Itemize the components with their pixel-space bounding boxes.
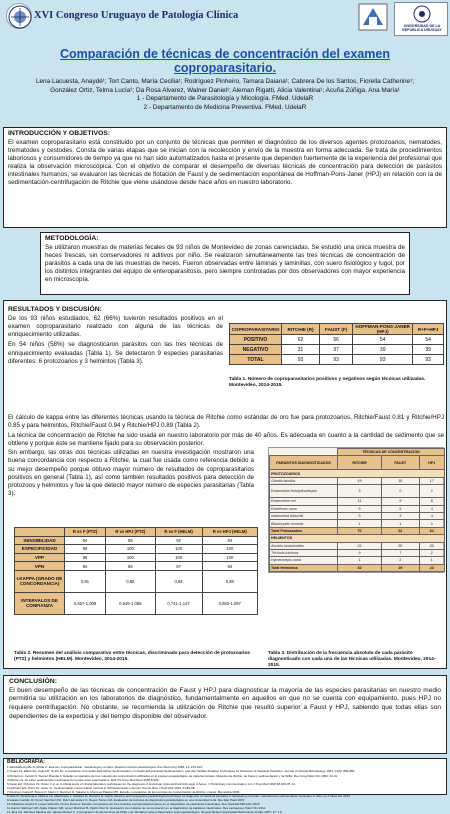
table3-cell: 23 — [419, 564, 444, 571]
conclusion-heading: CONCLUSIÓN: — [9, 678, 57, 685]
intro-heading: INTRODUCCIÓN Y OBJETIVOS: — [8, 130, 111, 137]
table-row — [15, 592, 258, 614]
bibliography-item: 12.Jara CA, Sánchez Medina CA, Zárate Alvarez C. Comparación de las técnicas de Willis y de Sheather para el diagnóstico coproparasitológico. Revista Rebiol Universidad Nacional de Trujillo 2007; 27: 1-6. — [7, 809, 283, 814]
table3-cell: Trichuris trichiura — [270, 549, 338, 556]
table3-cell: 22 — [338, 542, 382, 549]
table3-cell: 17 — [419, 477, 444, 484]
authors-block — [4, 78, 446, 112]
table2-cell: 0,549-1,055 — [106, 592, 155, 614]
table1-cell: NEGATIVO — [230, 345, 282, 355]
poster-title — [20, 47, 430, 75]
table1-header-row — [230, 324, 444, 335]
congress-logo — [6, 3, 32, 29]
table3-cell: 2 — [419, 549, 444, 556]
table3-cell: Entamoeba histolytica/dispar — [270, 485, 338, 498]
table3-wrap — [268, 447, 444, 573]
table2-cell: 0,657-1,008 — [65, 592, 106, 614]
table3-header: FAUST — [382, 456, 420, 470]
table-row — [270, 505, 445, 512]
table1-cell: 54 — [413, 335, 444, 345]
table3-cell: 64 — [419, 527, 444, 534]
table-row — [270, 557, 445, 564]
table1-cell: 93 — [413, 355, 444, 365]
table-row — [15, 570, 258, 592]
table3-cell: 2 — [382, 557, 420, 564]
table3-total-label: Total Protozoarios — [270, 527, 338, 534]
table2-cell: 97 — [155, 562, 202, 571]
table1-header: HOFFMAN-PONS-JANER (HPJ) — [353, 324, 413, 335]
bibliography-item: 8.Tello R, Terashima A, Marcos LA, Machicado J, Canales M, Gotuzzo E. Highly effective and inexpensive parasitological technique for diagnosis of intestinal parasites in developing countries: spontaneous sedimentation technique in tube. Int J Infect Dis 2012. — [7, 793, 351, 798]
table-row — [270, 498, 445, 505]
table3-cell: 15 — [382, 477, 420, 484]
table3-header: PARÁSITOS DIAGNOSTICADOS — [270, 456, 338, 470]
affiliation-1: 1 - Departamento de Parasitología y Micología. FMed. UdelaR — [136, 95, 314, 103]
table3-total-row — [270, 564, 445, 571]
table1-cell: 93 — [320, 355, 353, 365]
table1 — [229, 323, 444, 365]
authors-line-2: González Ortiz, Telma Lucía¹; Da Rosa Alvarez, Walner Daniel¹; Aleman Rigatti, Alicia Valentina¹; Acuña Zúñiga, Ana María¹ — [50, 86, 400, 94]
results-p1: De los 93 niños estudiados, 62 (66%) tuvieron resultados positivos en el examen coproparasitario realizado con alguna de las técnicas de enriquecimiento utilizadas. — [8, 314, 223, 339]
method-text: Se utilizaron muestras de materias fecales de 93 niños de Montevideo de zonas carenciadas. Se estudió una única muestra de heces frescas, sin conservadores ni aditivos por niño. Se realizaron simultáneamente las tres técnicas de concentración de parásitos a cada una de las muestras de heces. Fueron observadas entre láminas y laminillas, con suero fisiológico y lugol, por los distintos integrantes del equipo de enteroparasitosis, pero siempre controladas por dos observadores con mayor experiencia en microscopía. — [45, 243, 405, 283]
table3-cell: Entamoeba coli — [270, 498, 338, 505]
table-row — [270, 512, 445, 519]
table2-cell: 86 — [106, 562, 155, 571]
table-row — [270, 520, 445, 527]
table2-cell: 84 — [202, 536, 257, 545]
bibliography-item: 9.Garate Gordillo JF, Perez Sanchez RO, Ruiz Hernandez O, Reyes Torres GR. Evaluación de técnicas de diagnóstico parasitológico en una comunidad rural. Rev Esp Patol 2007. — [7, 797, 246, 802]
table1-cell: 31 — [282, 345, 320, 355]
table3-cell: 19 — [338, 477, 382, 484]
bibliography-item: 10.Villalobos-Garcia D, López-Vela MA, Frutos Rosa G. Estudio comparativo de tres métodos coproparasitoscópicos en el diagnóstico de parasitosis intestinales. Rev Sanidad Milit Mex 2015. — [7, 801, 261, 806]
table2-cell: 100 — [202, 545, 257, 554]
table2-cell: SENSIBILIDAD — [15, 536, 65, 545]
table3-cell: 3 — [338, 485, 382, 498]
conclusion-box — [3, 675, 447, 754]
table2-cell: 0,81 — [65, 570, 106, 592]
title-line-2: coproparasitario. — [173, 61, 277, 75]
table1-header: COPROPARASITARIO — [230, 324, 282, 335]
table2-cell: 0,89 — [202, 570, 257, 592]
bibliography-item: 2.Truant AL, Elliott SH, Kelly MT, Smith JH. Comparison of formalin-Ethyl Ether Sedimentation, Formalin-Ethyl Acetate Sedimentation, and Zinc Sulfate Flotation Techniques for Detection of Intestinal Parasites. Journal of Clinical Microbiology 1981; 13(5): 882-884. — [7, 769, 356, 774]
table3-cell: 20 — [382, 542, 420, 549]
table2-header — [15, 528, 65, 537]
table-row — [270, 477, 445, 484]
bibliography-item: 11.Aquino Martínez HR, Ayala Chávez GB, López Martínez B, Patiño Díaz E. Evaluación de métodos de concentración en el diagnóstico de parásitos intestinales. Rev Latinoamer Patol Clin 2012. — [7, 805, 267, 810]
table1-cell: 37 — [320, 345, 353, 355]
table1-wrap — [229, 323, 444, 389]
table2-cell: 0,741-1,147 — [155, 592, 202, 614]
conclusion-text: El buen desempeño de las técnicas de concentración de Faust y HPJ para diagnosticar la mayoría de las especies parasitarias en nuestro medio permitiría su utilización en los laboratorios de diagnóstico, fundamentalmente en aquellos en que no se cuenta con equipamiento, pues HPJ no requiere centrifugación. No obstante, se recomienda la utilización de Ritchie que resultó superior a Faust y HPJ, sabiendo que todas ellas son dependientes de la experticia y del tiempo disponible del observador. — [9, 686, 441, 720]
bibliography-box — [3, 758, 447, 814]
results-box — [3, 300, 447, 669]
table2-cell: 92 — [155, 536, 202, 545]
table3-cell: 11 — [338, 498, 382, 505]
fmed-logo — [358, 3, 388, 31]
table3-top-row — [270, 449, 445, 456]
table1-cell: POSITIVO — [230, 335, 282, 345]
table-row — [270, 485, 445, 498]
table1-cell: 54 — [353, 335, 413, 345]
table2 — [14, 527, 258, 615]
table1-header: RITCHIE (R) — [282, 324, 320, 335]
authors-line-1: Lena Lacuesta, Anaydé¹; Tort Canto, María Cecilia¹; Rodríguez Pinheiro, Tamara Daiana¹; Cabrera De los Santos, Fiorella Catherine¹; — [35, 78, 415, 85]
table3-cell: 62 — [382, 527, 420, 534]
table3-section-row — [270, 470, 445, 477]
results-mid — [8, 414, 444, 448]
table2-cell: 100 — [155, 545, 202, 554]
table3-cell: 9 — [338, 505, 382, 512]
table-row — [15, 536, 258, 545]
table3-caption: Tabla 3. Distribución de la frecuencia absoluta de cada parásito diagnosticado con cada una de las técnicas utilizadas. Montevideo, 2014-2015. — [268, 651, 436, 668]
table3-cell: Blastocystis hominis — [270, 520, 338, 527]
table-row — [270, 542, 445, 549]
table2-cell: 100 — [202, 553, 257, 562]
table2-header: R vs F (PTZ) — [65, 528, 106, 537]
table3-cell: 1 — [419, 557, 444, 564]
congress-name: XVI Congreso Uruguayo de Patología Clínica — [34, 10, 239, 21]
udelar-logo-text: UNIVERSIDAD DE LA REPÚBLICA URUGUAY — [402, 24, 442, 32]
results-p3: El cálculo de kappa entre las diferentes técnicas usando la técnica de Ritchie como estándar de oro fue para protozoarios, Ritchie/Faust 0.81 y Ritchie/HPJ 0.85 y para helmintos, Ritchie/Faust 0.94 y Ritchie/HPJ 0.89 (Tabla 2). — [8, 414, 444, 430]
table3-header: RITCHIE — [338, 456, 382, 470]
bibliography-item: 3.Pinheiro A, Cerutti O, Suarez Brandie F. Estudio comparativo de tres métodos de concentración utilizados en el examen parasitológico de materias fecales. Métodos de Ritchie, de Faust y sedimentación y de Willis. Rev Urug Patol Clin 1964; 30-31. — [7, 773, 339, 778]
table3-cell: 20 — [419, 542, 444, 549]
table3-section-helmintos: HELMINTOS — [270, 535, 445, 542]
results-intro — [8, 306, 223, 366]
table3-cell: 32 — [338, 564, 382, 571]
table2-cell: I.KAPPA (GRADO DE CONCORDANCIA) — [15, 570, 65, 592]
table2-cell: 0,94 — [155, 570, 202, 592]
table2-header-row — [15, 528, 258, 537]
table3-cell: 3 — [338, 512, 382, 519]
table3-cell: Iodamoeba bütschlii — [270, 512, 338, 519]
table-row — [15, 562, 258, 571]
table-row — [270, 549, 445, 556]
table2-cell: 84 — [65, 536, 106, 545]
bibliography-item: 6.Hoffman WA, Pons JA, Janer JL. Sedimentation-concentration method in Schistosomiasis mansoni. Puerto Rico J Publ Hlth 1934; 9:283-98. — [7, 785, 196, 790]
table3-cell: 8 — [419, 498, 444, 505]
table2-header: R vs HPJ (HELM) — [202, 528, 257, 537]
table3-cell: 70 — [338, 527, 382, 534]
table2-cell: 0,683-1,097 — [202, 592, 257, 614]
table3-cell: 9 — [338, 549, 382, 556]
results-heading: RESULTADOS Y DISCUSIÓN: — [8, 306, 102, 313]
table1-cell: 39 — [413, 345, 444, 355]
table2-cell: 84 — [65, 562, 106, 571]
table3-cell: 29 — [382, 564, 420, 571]
table3-cell: Endolimax nana — [270, 505, 338, 512]
bibliography-item: 5.Faust EC, D'Antoni JS, Odom V et al. A critical study of clinical laboratory techniques for the diagnosis of protozoan cysts and helminth eggs in feces. I. Preliminary communication. Am J Trop Med 1938;18:169-78. 11. — [7, 781, 296, 786]
table1-cell: 93 — [282, 355, 320, 365]
table2-header: R vs HPJ (PTZ) — [106, 528, 155, 537]
table3-cell: 4 — [419, 505, 444, 512]
intro-text: El examen coproparasitario está constituido por un conjunto de técnicas que permiten el diagnóstico de los diversos agentes protozoarios, nematodes, trematodes y cestodes. Consta de varias etapas que se inician con la recolección y envío de la muestra en forma adecuada. Se trata de procedimientos laboriosos y consumidores de tiempo ya que no han sido automatizados hasta el presente que dependen fuertemente de la experiencia del profesional que realiza la observación microscópica. Con el objetivo de comparar el desempeño de diversas técnicas de concentración para detección de parásitos intestinales humanos, se evaluaron las técnicas de flotación de Faust y de sedimentación espontánea de Hoffman-Pons-Janer (HPJ) en relación con la de sedimentación-centrifugación de Ritchie que viene usándose desde hace años en nuestro laboratorio. — [8, 138, 442, 186]
table-row — [230, 335, 444, 345]
bibliography-item: 4.Ritchie LS. An ether sedimentation technique for routine stool examinations. Bull US Army Med Dept 1948;8:326. — [7, 777, 160, 782]
intro-box — [3, 127, 447, 228]
table3-total-label: Total Helmintos — [270, 564, 338, 571]
table3-cell: 7 — [382, 549, 420, 556]
table1-header: FAUST (F) — [320, 324, 353, 335]
table3-cell: 3 — [382, 512, 420, 519]
results-p5: Sin embargo, las otras dos técnicas utilizadas en nuestra investigación mostraron una buena concordancia con respecto a Ritchie, la cual fue usada como referencia debido a su mejor desempeño porque obtuvo mayor número de resultados de coproparasitarios positivos en general (Tabla 1), así como también resultados positivos para detección de protozoos y helmintos y fue la que detectó mayor número de especies parasitarias (Tabla 3). — [8, 449, 254, 498]
table1-cell: 93 — [353, 355, 413, 365]
table3-cell: 9 — [382, 498, 420, 505]
table3-cell: 0 — [419, 520, 444, 527]
table2-cell: INTERVALOS DE CONFIANZA — [15, 592, 65, 614]
udelar-logo — [394, 2, 448, 36]
table3-total-row — [270, 527, 445, 534]
table3-cell: 1 — [338, 557, 382, 564]
table3-cell: 1 — [338, 520, 382, 527]
table2-cell: 94 — [202, 562, 257, 571]
table2-cell: 100 — [106, 553, 155, 562]
table3-cell: Giardia lamblia — [270, 477, 338, 484]
table3-cell: 4 — [419, 512, 444, 519]
bibliography-item: 7.Restrepo Isaza M, Botero D, Marín F, Ramírez R, Salazar A, Montoya Palacio MN. Estudio comparativo de las técnicas de concentración de Ritchie y Faust. Biomédica 2006. — [7, 789, 241, 794]
table2-cell: 96 — [65, 545, 106, 554]
results-p5-wrap — [8, 449, 254, 499]
results-p2: En 54 niños (58%) se diagnosticaron parásitos con las tres técnicas de enriquecimiento evaluadas (Tabla 1). Se detectaron 9 especies parasitarias diferentes: 6 protozoarios y 3 helmintos (Tabla 3). — [8, 341, 223, 365]
table2-cell: ESPECIFICIDAD — [15, 545, 65, 554]
method-heading: METODOLOGÍA: — [45, 235, 99, 242]
table3-section-row — [270, 535, 445, 542]
table-row — [230, 355, 444, 365]
table3-cell: 1 — [382, 520, 420, 527]
table3-cell: Ascaris lumbricoides — [270, 542, 338, 549]
table1-caption: Tabla 1. Número de coproparasitarios positivos y negativos según técnicas utilizadas. Montevideo, 2014-2015. — [229, 377, 426, 388]
method-box — [40, 232, 410, 295]
affiliation-2: 2 - Departamento de Medicina Preventiva. FMed. UdelaR — [143, 103, 307, 111]
table3-section-protozoarios: PROTOZOARIOS — [270, 470, 445, 477]
results-p4: La técnica de concentración de Ritchie ha sido usada en nuestro laboratorio por más de 40 años. Es adecuada en cuanto a la cantidad de sedimento que se obtiene y porque éste se mantiene fijado para su observación posterior. — [8, 431, 444, 447]
table-row — [15, 545, 258, 554]
title-line-1: Comparación de técnicas de concentración del examen — [60, 47, 390, 61]
table2-cell: 85 — [106, 536, 155, 545]
table3 — [269, 448, 445, 572]
table2-cell: VPN — [15, 562, 65, 571]
table3-cell: 5 — [382, 505, 420, 512]
table2-cell: 100 — [155, 553, 202, 562]
bibliography-item: 1.Salvatella Agrelo R, Eirale C. Examen coproparasitario. metodología y empleo. Revisión técnico-metodológica. Rev Med Urug 1996; 12: 215-223. — [7, 765, 203, 770]
table2-header: R vs F (HELM) — [155, 528, 202, 537]
table1-header: R+F+HPJ — [413, 324, 444, 335]
table3-cell: 0 — [382, 485, 420, 498]
table3-header: HPJ — [419, 456, 444, 470]
table-row — [15, 553, 258, 562]
table2-wrap — [14, 527, 258, 615]
table2-cell: 100 — [106, 545, 155, 554]
table3-header-row — [270, 456, 445, 470]
table3-cell: 2 — [419, 485, 444, 498]
table2-cell: VPP — [15, 553, 65, 562]
table1-cell: 56 — [320, 335, 353, 345]
bibliography-heading: BIBLIOGRAFÍA: — [7, 759, 45, 765]
table3-top-header: TÉCNICAS DE CONCENTRACIÓN — [338, 449, 445, 456]
table1-cell: 62 — [282, 335, 320, 345]
table2-cell: 0,85 — [106, 570, 155, 592]
table3-cell: Hymenolepis nana — [270, 557, 338, 564]
table1-cell: 39 — [353, 345, 413, 355]
table-row — [230, 345, 444, 355]
table2-cell: 96 — [65, 553, 106, 562]
table2-caption: Tabla 2. Resumen del análisis comparativo entre técnicas, discriminado para detección de protozoarios (PTZ) y helmintos (HELM). Montevideo, 2014-2015. — [14, 651, 251, 662]
table1-cell: TOTAL — [230, 355, 282, 365]
